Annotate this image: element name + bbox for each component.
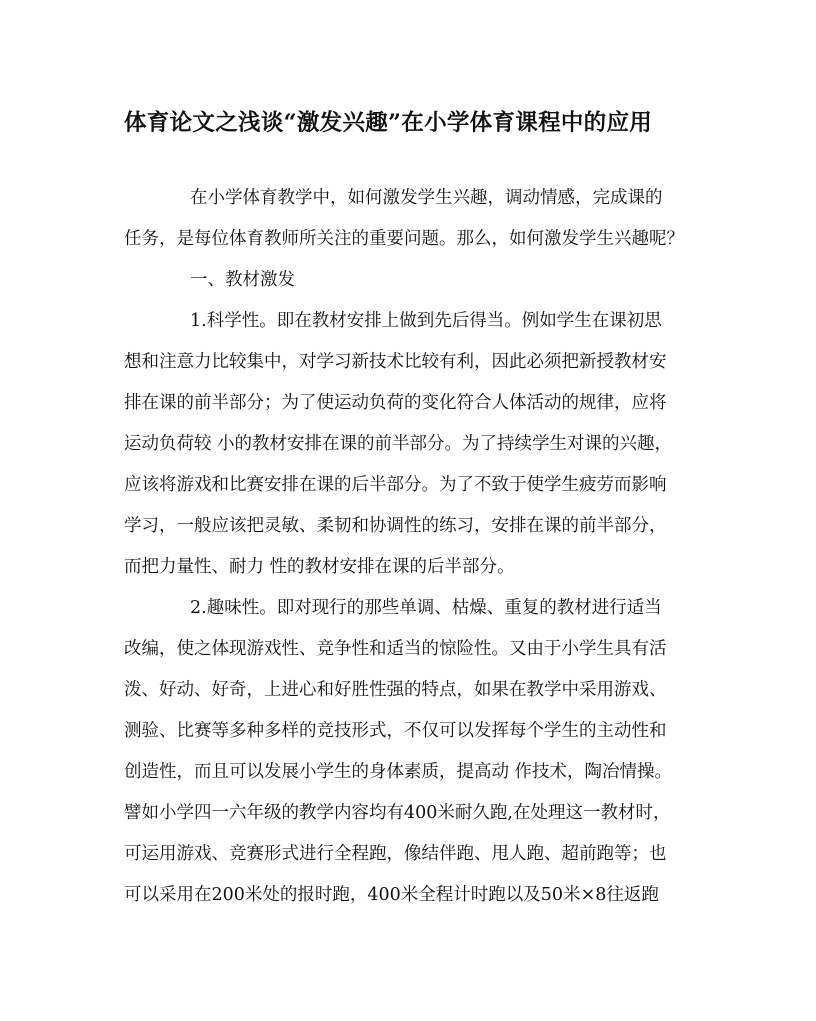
text-line: 可以采用在200米处的报时跑，400米全程计时跑以及50米×8往返跑 bbox=[124, 885, 659, 905]
text-line: 创造性，而且可以发展小学生的身体素质，提高动 作技术，陶冶情操。 bbox=[124, 762, 673, 782]
text-line: 譬如小学四一六年级的教学内容均有400米耐久跑,在处理这一教材时， bbox=[124, 803, 671, 823]
text-line: 2.趣味性。即对现行的那些单调、枯燥、重复的教材进行适当 bbox=[190, 598, 662, 618]
text-line: 排在课的前半部分；为了使运动负荷的变化符合人体活动的规律，应将 bbox=[124, 393, 667, 413]
text-line: 运动负荷较 小的教材安排在课的前半部分。为了持续学生对课的兴趣， bbox=[124, 434, 673, 454]
text-line: 1.科学性。即在教材安排上做到先后得当。例如学生在课初思 bbox=[190, 311, 662, 331]
section-heading: 一、教材激发 bbox=[190, 270, 295, 290]
text-line: 改编，使之体现游戏性、竞争性和适当的惊险性。又由于小学生具有活 bbox=[124, 639, 667, 659]
text-line: 可运用游戏、竞赛形式进行全程跑，像结伴跑、甩人跑、超前跑等；也 bbox=[124, 844, 667, 864]
text-line: 任务，是每位体育教师所关注的重要问题。那么，如何激发学生兴趣呢？ bbox=[124, 229, 684, 249]
text-line: 测验、比赛等多种多样的竞技形式，不仅可以发挥每个学生的主动性和 bbox=[124, 721, 667, 741]
text-line: 想和注意力比较集中，对学习新技术比较有利，因此必须把新授教材安 bbox=[124, 352, 667, 372]
text-line: 泼、好动、好奇，上进心和好胜性强的特点，如果在教学中采用游戏、 bbox=[124, 680, 667, 700]
text-line: 学习，一般应该把灵敏、柔韧和协调性的练习，安排在课的前半部分， bbox=[124, 516, 667, 536]
text-line: 而把力量性、耐力 性的教材安排在课的后半部分。 bbox=[124, 557, 515, 577]
text-line: 应该将游戏和比赛安排在课的后半部分。为了不致于使学生疲劳而影响 bbox=[124, 475, 667, 495]
text-line: 在小学体育教学中，如何激发学生兴趣，调动情感，完成课的 bbox=[190, 188, 663, 208]
document-title: 体育论文之浅谈“激发兴趣”在小学体育课程中的应用 bbox=[124, 110, 653, 136]
